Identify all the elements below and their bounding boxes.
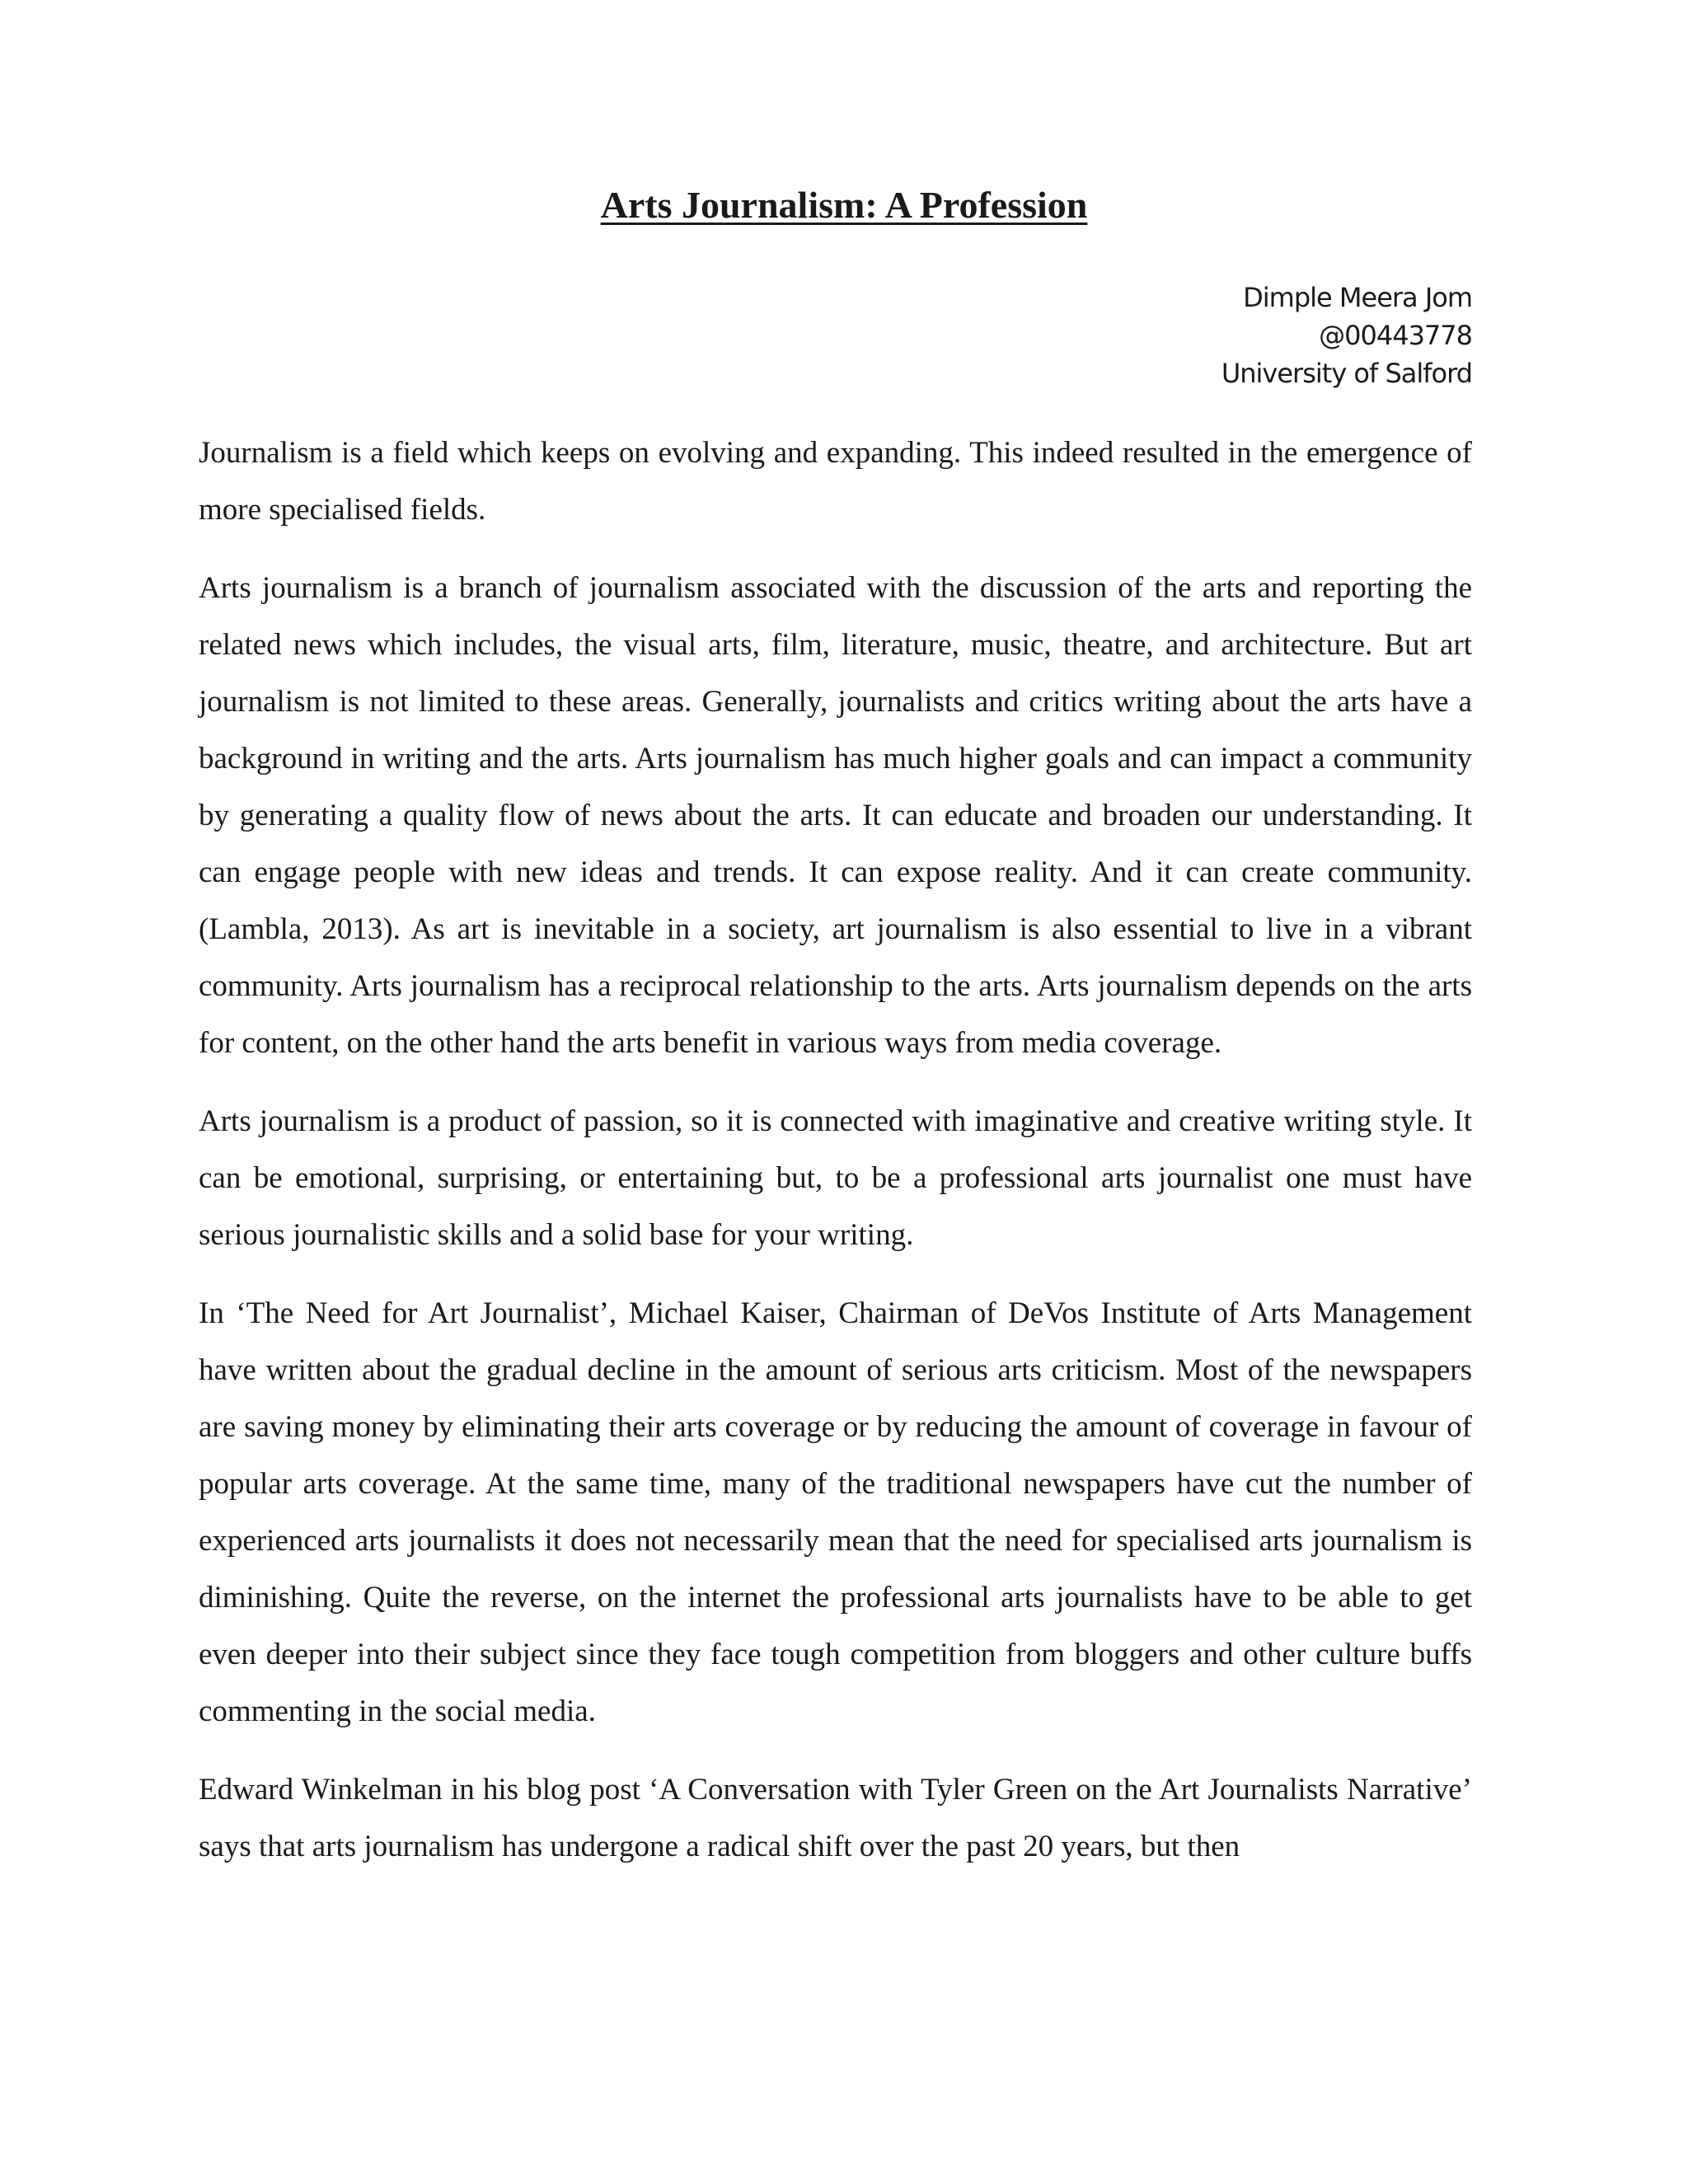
paragraph: Arts journalism is a branch of journalism associated with the discussion of the arts and reporting the related news which includes, the visual arts, film, literature, music, theatre, and architecture. But art journalism is not limited to these areas. Generally, journalists and critics writing about the arts have a background in writing and the arts. Arts journalism has much higher goals and can impact a community by generating a quality flow of news about the arts. It can educate and broaden our understanding. It can engage people with new ideas and trends. It can expose reality. And it can create community. (Lambla, 2013). As art is inevitable in a society, art journalism is also essential to live in a vibrant community. Arts journalism has a reciprocal relationship to the arts. Arts journalism depends on the arts for content, on the other hand the arts benefit in various ways from media coverage. [199,571,1472,1060]
paragraph: Edward Winkelman in his blog post ‘A Conversation with Tyler Green on the Art Journalists Narrative’ says that arts journalism has undergone a radical shift over the past 20 years, but then [199,1773,1472,1863]
author-institution: University of Salford [1221,358,1472,389]
document-title: Arts Journalism: A Profession [600,184,1088,226]
author-name: Dimple Meera Jom [1243,282,1472,313]
paragraph: Arts journalism is a product of passion, so it is connected with imaginative and creative writing style. It can be emotional, surprising, or entertaining but, to be a professional arts journalist one must have serious journalistic skills and a solid base for your writing. [199,1104,1472,1252]
paragraph: In ‘The Need for Art Journalist’, Michael Kaiser, Chairman of DeVos Institute of Arts Management have written about the gradual decline in the amount of serious arts criticism. Most of the newspapers are saving money by eliminating their arts coverage or by reducing the amount of coverage in favour of popular arts coverage. At the same time, many of the traditional newspapers have cut the number of experienced arts journalists it does not necessarily mean that the need for specialised arts journalism is diminishing. Quite the reverse, on the internet the professional arts journalists have to be able to get even deeper into their subject since they face tough competition from bloggers and other culture buffs commenting in the social media. [199,1296,1472,1728]
author-block [1221,279,1472,392]
author-id: @00443778 [1319,320,1472,351]
body-text [199,424,1472,1896]
paragraph: Journalism is a field which keeps on evolving and expanding. This indeed resulted in the emergence of more specialised fields. [199,436,1472,527]
